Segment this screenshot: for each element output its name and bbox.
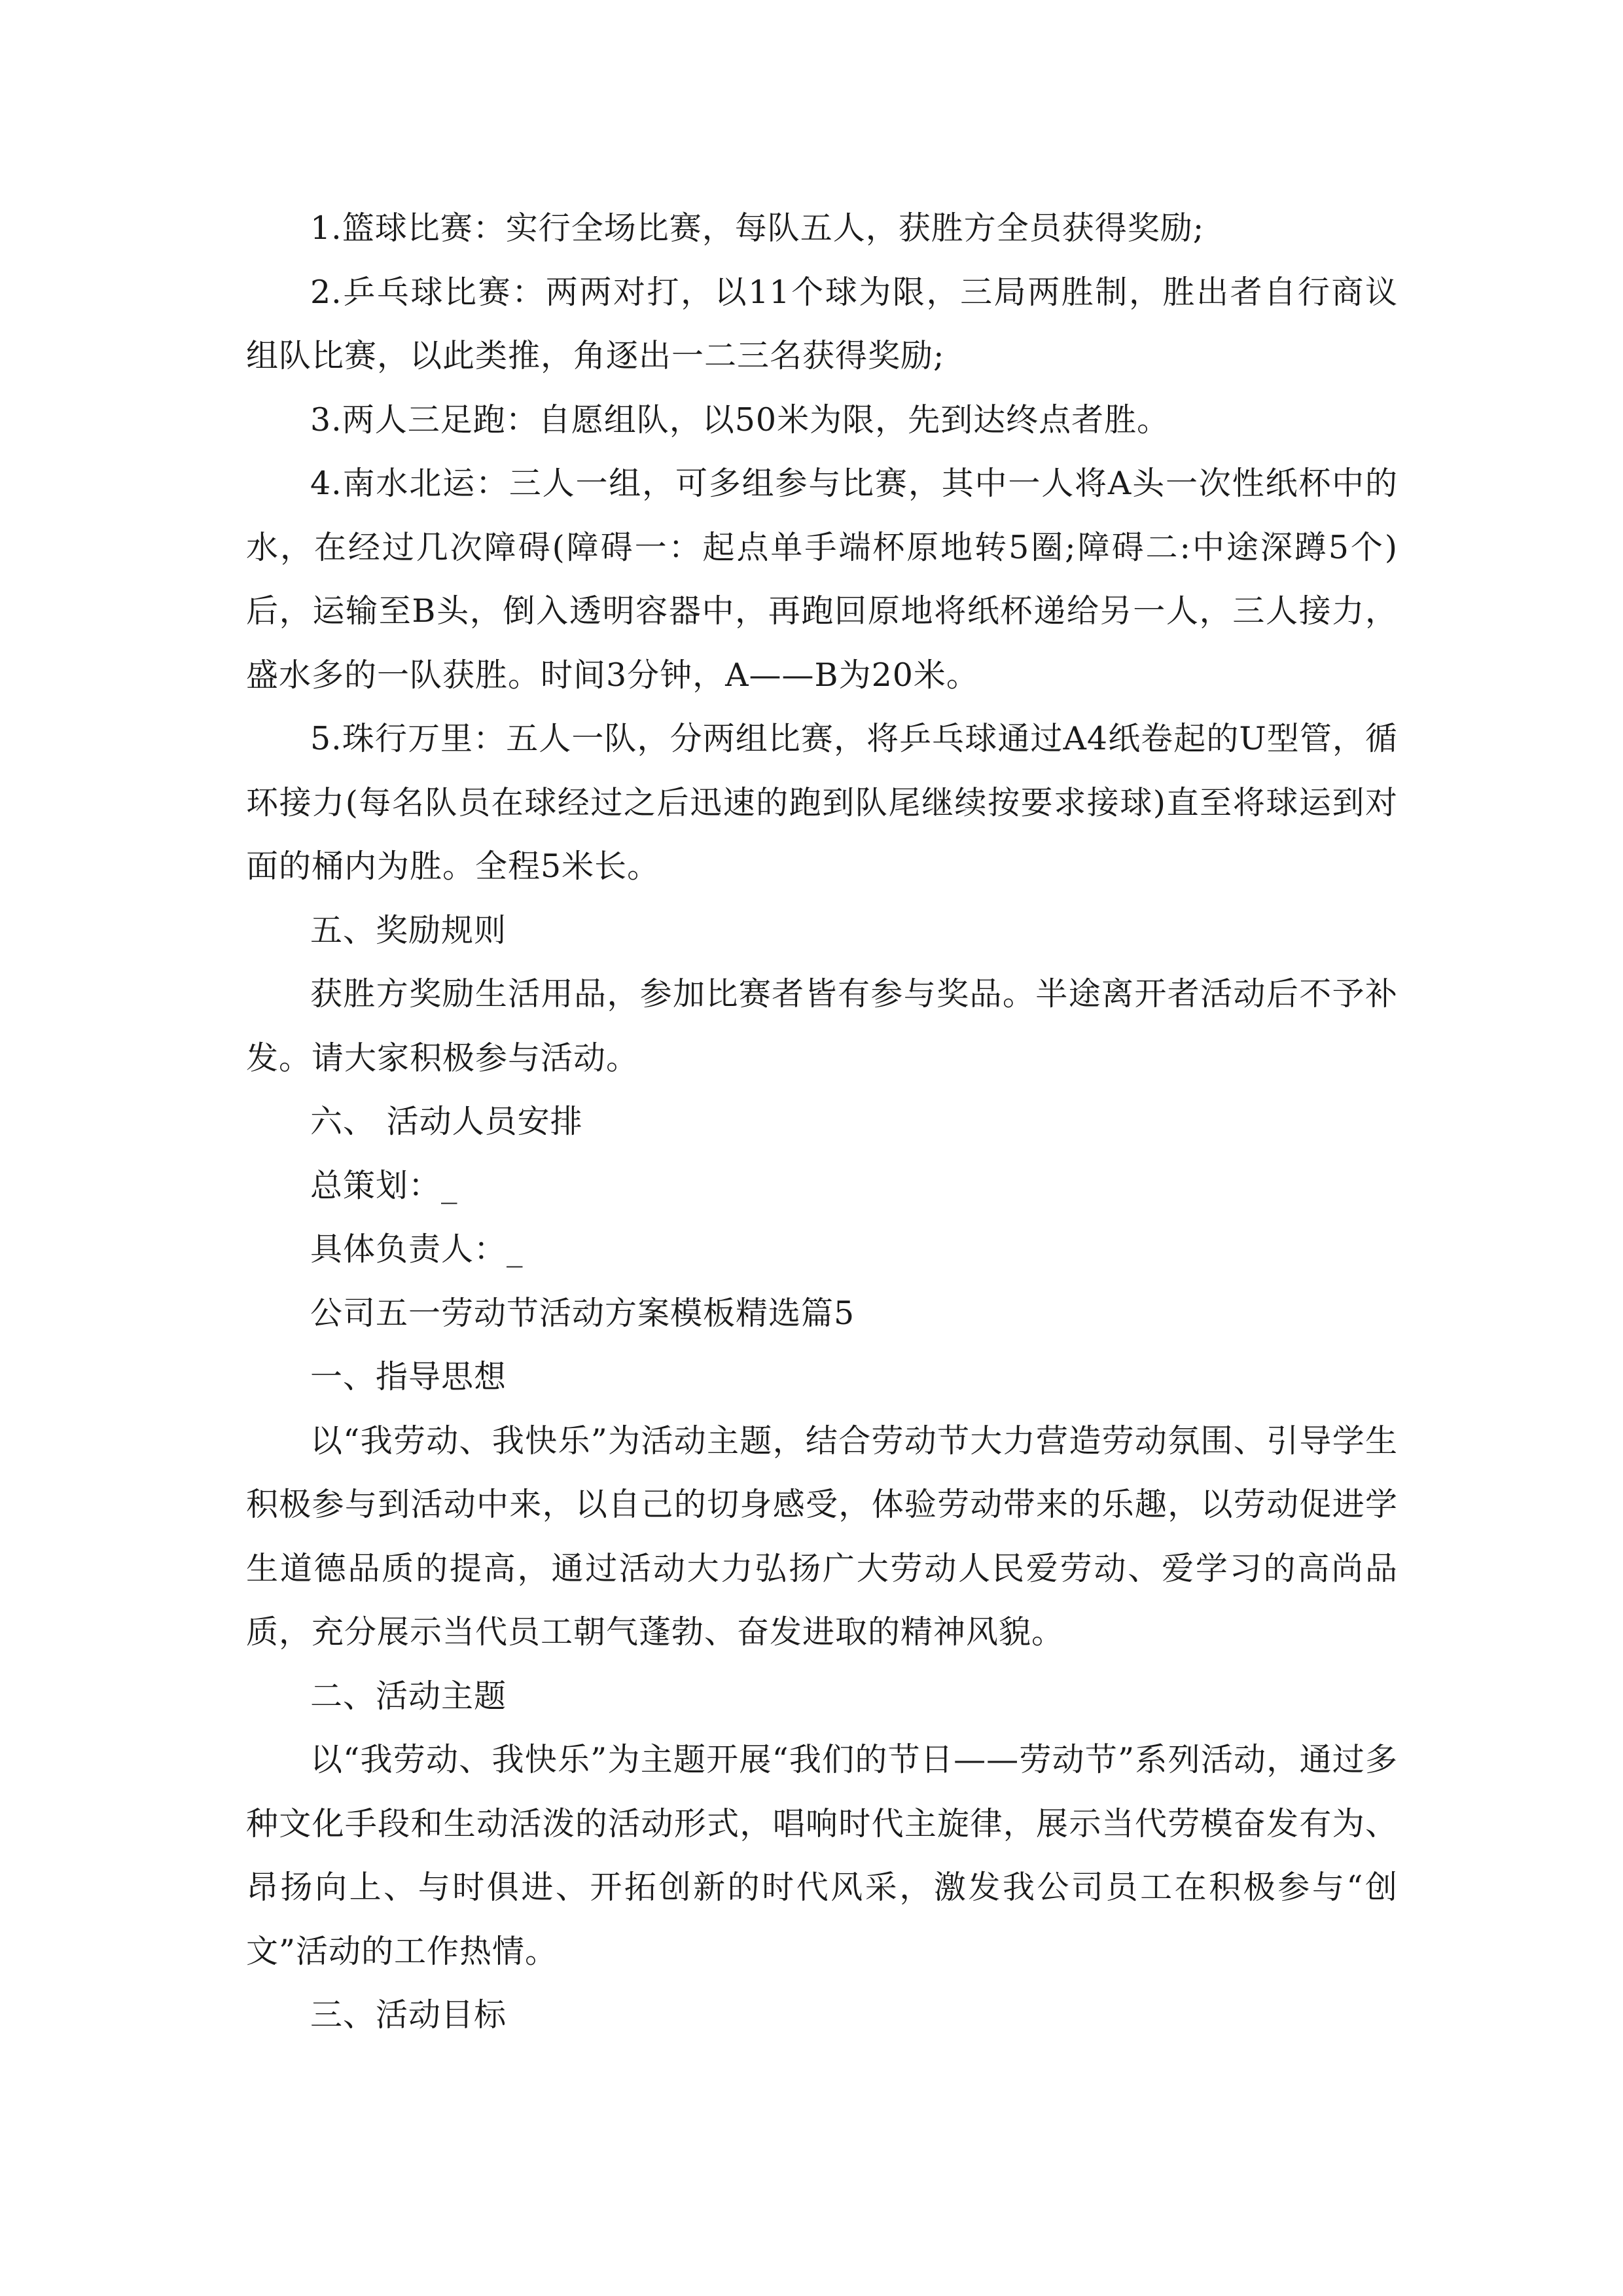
heading-reward-rules: 五、奖励规则 bbox=[310, 911, 507, 949]
heading-activity-theme: 二、活动主题 bbox=[310, 1677, 507, 1715]
document-body bbox=[246, 196, 1398, 2047]
paragraph-guiding-ideology: 以“我劳动、我快乐”为活动主题，结合劳动节大力营造劳动氛围、引导学生积极参与到活动中来，以自己的切身感受，体验劳动带来的乐趣，以劳动促进学生道德品质的提高，通过活动大力弘扬广大劳动人民爱劳动、爱学习的高尚品质，充分展示当代员工朝气蓬勃、奋发进取的精神风貌。 bbox=[246, 1422, 1398, 1651]
paragraph-three-legged-race: 3.两人三足跑：自愿组队，以50米为限，先到达终点者胜。 bbox=[310, 401, 1170, 439]
paragraph-chief-planner: 总策划：_ bbox=[310, 1166, 458, 1204]
heading-plan-5: 公司五一劳动节活动方案模板精选篇5 bbox=[310, 1294, 855, 1332]
paragraph-person-in-charge: 具体负责人：_ bbox=[310, 1230, 524, 1268]
heading-guiding-ideology: 一、指导思想 bbox=[310, 1358, 507, 1395]
paragraph-water-relay: 4.南水北运：三人一组，可多组参与比赛，其中一人将A头一次性纸杯中的水，在经过几次障碍(障碍一：起点单手端杯原地转5圈;障碍二:中途深蹲5个)后，运输至B头，倒入透明容器中，再跑回原地将纸杯递给另一人，三人接力，盛水多的一队获胜。时间3分钟，A——B为20米。 bbox=[246, 465, 1398, 694]
paragraph-table-tennis: 2.乒乓球比赛：两两对打，以11个球为限，三局两胜制，胜出者自行商议组队比赛，以此类推，角逐出一二三名获得奖励; bbox=[246, 273, 1398, 374]
heading-staff-arrangement: 六、 活动人员安排 bbox=[310, 1103, 583, 1140]
heading-activity-goals: 三、活动目标 bbox=[310, 1996, 507, 2034]
paragraph-basketball: 1.篮球比赛：实行全场比赛，每队五人，获胜方全员获得奖励; bbox=[310, 209, 1205, 247]
paragraph-ball-relay: 5.珠行万里：五人一队，分两组比赛，将乒乓球通过A4纸卷起的U型管，循环接力(每名队员在球经过之后迅速的跑到队尾继续按要求接球)直至将球运到对面的桶内为胜。全程5米长。 bbox=[246, 720, 1398, 885]
paragraph-reward-rules: 获胜方奖励生活用品，参加比赛者皆有参与奖品。半途离开者活动后不予补发。请大家积极参与活动。 bbox=[246, 975, 1398, 1077]
paragraph-activity-theme: 以“我劳动、我快乐”为主题开展“我们的节日——劳动节”系列活动，通过多种文化手段和生动活泼的活动形式，唱响时代主旋律，展示当代劳模奋发有为、昂扬向上、与时俱进、开拓创新的时代风采，激发我公司员工在积极参与“创文”活动的工作热情。 bbox=[246, 1741, 1398, 1970]
